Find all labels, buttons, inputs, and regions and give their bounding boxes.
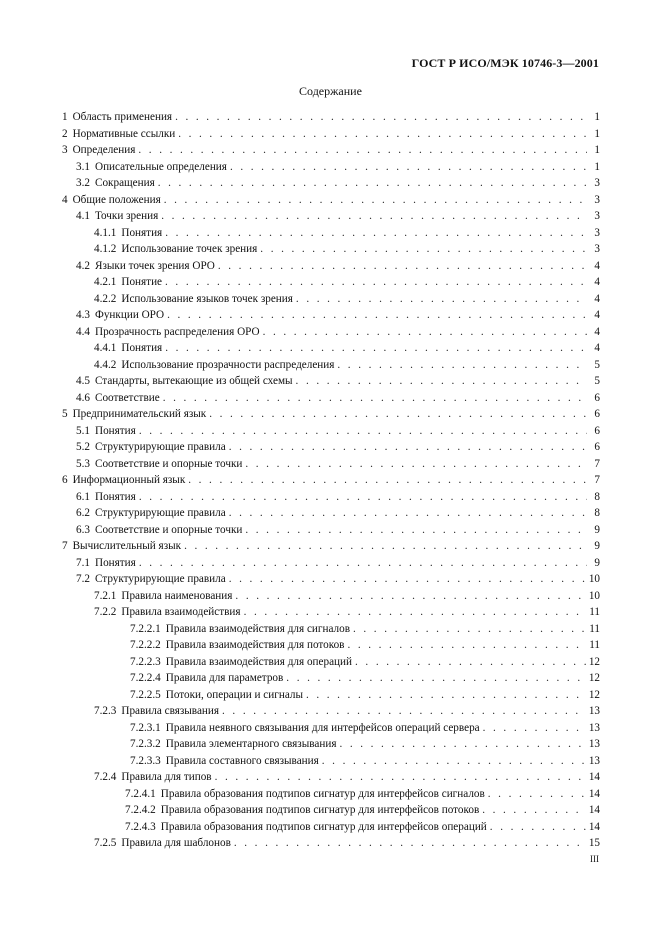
- toc-entry-label: Потоки, операции и сигналы: [165, 688, 303, 701]
- toc-entry-number: 4.1: [76, 210, 90, 222]
- toc-entry-label: Прозрачность распределения ОРО: [94, 325, 260, 338]
- toc-entry[interactable]: [62, 258, 600, 275]
- toc-entry-page: 9: [594, 540, 600, 552]
- toc-leader-dots: [175, 109, 587, 126]
- toc-entry[interactable]: [62, 274, 600, 291]
- toc-entry-page: 12: [588, 672, 600, 684]
- toc-leader-dots: [322, 753, 586, 770]
- toc-entry-number: 7.2.3.1: [130, 721, 161, 734]
- toc-entry-number: 7.2.4.2: [125, 804, 156, 816]
- toc-leader-dots: [490, 819, 586, 836]
- toc-entry-label: Правила взаимодействия для сигналов: [165, 622, 351, 635]
- toc-leader-dots: [245, 456, 587, 473]
- toc-entry-number: 4.1.1: [94, 226, 117, 239]
- toc-entry[interactable]: [62, 208, 600, 225]
- toc-leader-dots: [222, 703, 586, 720]
- toc-entry[interactable]: [62, 109, 600, 126]
- toc-entry-page: 3: [594, 243, 600, 255]
- toc-entry-page: 6: [594, 408, 600, 420]
- toc-entry-number: 6.2: [76, 507, 90, 519]
- toc-entry[interactable]: [62, 819, 600, 836]
- toc-entry-page: 14: [588, 787, 600, 800]
- toc-leader-dots: [347, 637, 586, 654]
- toc-entry-number: 4.5: [76, 375, 90, 387]
- toc-leader-dots: [353, 621, 586, 638]
- toc-entry-page: 1: [594, 160, 600, 173]
- toc-leader-dots: [245, 522, 587, 539]
- toc-leader-dots: [167, 307, 587, 324]
- toc-entry-page: 4: [594, 325, 600, 338]
- toc-leader-dots: [488, 786, 586, 803]
- toc-entry-number: 4.4.1: [94, 342, 117, 354]
- toc-entry-label: Структурирующие правила: [94, 441, 226, 453]
- toc-entry[interactable]: [62, 736, 600, 753]
- toc-entry[interactable]: [62, 687, 600, 704]
- toc-leader-dots: [161, 208, 587, 225]
- toc-leader-dots: [286, 670, 586, 687]
- toc-entry-number: 7.2.2.2: [130, 639, 161, 651]
- toc-leader-dots: [229, 571, 586, 588]
- toc-entry-page: 12: [588, 655, 600, 668]
- toc-entry-number: 5.3: [76, 457, 90, 470]
- toc-entry-number: 4.2: [76, 259, 90, 272]
- toc-entry[interactable]: [62, 588, 600, 605]
- toc-entry-page: 12: [588, 688, 600, 701]
- toc-entry-page: 4: [594, 342, 600, 354]
- toc-entry[interactable]: [62, 604, 600, 621]
- toc-entry[interactable]: [62, 340, 600, 357]
- toc-entry-page: 4: [594, 276, 600, 288]
- toc-entry-page: 10: [588, 589, 600, 602]
- toc-entry-page: 6: [594, 441, 600, 453]
- page-number: III: [590, 854, 599, 864]
- toc-entry-label: Понятие: [121, 276, 163, 288]
- toc-entry-page: 13: [588, 754, 600, 767]
- toc-leader-dots: [230, 159, 587, 176]
- toc-leader-dots: [158, 175, 587, 192]
- toc-entry-label: Понятия: [94, 490, 136, 503]
- toc-entry-number: 7.2.5: [94, 837, 117, 849]
- toc-entry-number: 6.1: [76, 490, 90, 503]
- toc-entry-page: 7: [594, 457, 600, 470]
- toc-entry-label: Правила образования подтипов сигнатур для интерфейсов потоков: [160, 804, 480, 816]
- toc-entry[interactable]: [62, 307, 600, 324]
- toc-entry-number: 4.3: [76, 309, 90, 321]
- toc-leader-dots: [482, 802, 586, 819]
- toc-entry[interactable]: [62, 835, 600, 852]
- toc-entry-page: 9: [594, 556, 600, 569]
- toc-entry-label: Языки точек зрения ОРО: [94, 259, 215, 272]
- toc-entry-label: Понятия: [121, 342, 163, 354]
- toc-entry-page: 7: [594, 474, 600, 486]
- toc-entry-number: 4.2.2: [94, 292, 117, 305]
- toc-leader-dots: [244, 604, 587, 621]
- toc-entry-page: 4: [594, 292, 600, 305]
- toc-entry-page: 13: [588, 738, 600, 750]
- toc-entry[interactable]: [62, 225, 600, 242]
- toc-entry-page: 11: [589, 639, 600, 651]
- toc-entry-number: 4.4.2: [94, 358, 117, 371]
- table-of-contents: [62, 109, 600, 852]
- toc-entry[interactable]: [62, 753, 600, 770]
- toc-entry-number: 7.2: [76, 573, 90, 585]
- toc-leader-dots: [339, 736, 585, 753]
- toc-entry-label: Использование прозрачности распределения: [121, 358, 335, 371]
- toc-entry-label: Понятия: [121, 226, 163, 239]
- toc-entry-number: 4.1.2: [94, 243, 117, 255]
- toc-entry-label: Правила элементарного связывания: [165, 738, 337, 750]
- toc-entry-number: 7.2.2.1: [130, 622, 161, 635]
- toc-entry-page: 8: [594, 507, 600, 519]
- toc-leader-dots: [229, 505, 587, 522]
- toc-entry[interactable]: [62, 241, 600, 258]
- toc-entry-page: 11: [589, 622, 600, 635]
- toc-entry-page: 6: [594, 424, 600, 437]
- toc-entry[interactable]: [62, 786, 600, 803]
- toc-entry-label: Структурирующие правила: [94, 507, 226, 519]
- toc-entry-number: 7.1: [76, 556, 90, 569]
- toc-entry[interactable]: [62, 571, 600, 588]
- toc-entry[interactable]: [62, 406, 600, 423]
- toc-entry-number: 2: [62, 127, 68, 140]
- toc-entry-page: 4: [594, 259, 600, 272]
- toc-entry-page: 13: [588, 705, 600, 717]
- toc-entry[interactable]: [62, 505, 600, 522]
- toc-leader-dots: [139, 423, 587, 440]
- toc-leader-dots: [296, 291, 587, 308]
- toc-leader-dots: [165, 274, 587, 291]
- toc-entry[interactable]: [62, 489, 600, 506]
- toc-entry-number: 7.2.4.1: [125, 787, 156, 800]
- toc-entry-label: Вычислительный язык: [72, 540, 182, 552]
- toc-entry-number: 6: [62, 474, 68, 486]
- toc-entry-number: 5.1: [76, 424, 90, 437]
- toc-entry-number: 3: [62, 144, 68, 156]
- toc-entry-page: 11: [589, 606, 600, 618]
- toc-entry-label: Правила неявного связывания для интерфейсов операций сервера: [165, 721, 480, 734]
- toc-entry[interactable]: [62, 654, 600, 671]
- toc-leader-dots: [234, 835, 586, 852]
- toc-entry-page: 10: [588, 573, 600, 585]
- toc-entry[interactable]: [62, 142, 600, 159]
- toc-entry-label: Структурирующие правила: [94, 573, 226, 585]
- toc-entry[interactable]: [62, 175, 600, 192]
- toc-entry-page: 8: [594, 490, 600, 503]
- toc-entry[interactable]: [62, 126, 600, 143]
- toc-entry-number: 3.1: [76, 160, 90, 173]
- toc-entry[interactable]: [62, 670, 600, 687]
- toc-entry-number: 7.2.2.4: [130, 672, 161, 684]
- toc-entry-label: Общие положения: [72, 193, 161, 206]
- toc-entry-page: 14: [588, 804, 600, 816]
- toc-entry-label: Описательные определения: [94, 160, 227, 173]
- toc-entry-number: 7.2.4: [94, 771, 117, 783]
- toc-entry-label: Соответствие и опорные точки: [94, 523, 243, 536]
- toc-leader-dots: [138, 142, 587, 159]
- toc-entry-page: 3: [594, 193, 600, 206]
- toc-entry-label: Правила составного связывания: [165, 754, 319, 767]
- toc-entry[interactable]: [62, 522, 600, 539]
- toc-entry-number: 1: [62, 111, 68, 123]
- toc-leader-dots: [163, 390, 587, 407]
- toc-entry[interactable]: [62, 192, 600, 209]
- toc-entry-label: Правила для типов: [121, 771, 212, 783]
- toc-leader-dots: [483, 720, 586, 737]
- toc-leader-dots: [164, 192, 587, 209]
- toc-title: Содержание: [299, 84, 362, 98]
- toc-entry-label: Область применения: [72, 111, 173, 123]
- toc-entry-number: 7.2.2.3: [130, 655, 161, 668]
- toc-entry[interactable]: [62, 769, 600, 786]
- toc-leader-dots: [209, 406, 587, 423]
- toc-entry[interactable]: [62, 423, 600, 440]
- toc-entry-label: Использование точек зрения: [121, 243, 258, 255]
- toc-entry-page: 9: [594, 523, 600, 536]
- toc-entry-number: 4.2.1: [94, 276, 117, 288]
- toc-entry[interactable]: [62, 373, 600, 390]
- toc-entry-number: 5: [62, 408, 68, 420]
- toc-leader-dots: [260, 241, 587, 258]
- toc-entry[interactable]: [62, 439, 600, 456]
- toc-entry-number: 7: [62, 540, 68, 552]
- toc-entry-label: Правила образования подтипов сигнатур для интерфейсов сигналов: [160, 787, 485, 800]
- toc-entry[interactable]: [62, 802, 600, 819]
- toc-entry-page: 13: [588, 721, 600, 734]
- toc-entry-label: Точки зрения: [94, 210, 159, 222]
- toc-leader-dots: [139, 555, 587, 572]
- toc-leader-dots: [229, 439, 587, 456]
- toc-entry[interactable]: [62, 555, 600, 572]
- toc-entry-page: 1: [594, 127, 600, 140]
- toc-entry-label: Правила для шаблонов: [121, 837, 231, 849]
- toc-entry[interactable]: [62, 621, 600, 638]
- toc-entry-number: 7.2.4.3: [125, 820, 156, 833]
- toc-entry-number: 7.2.1: [94, 589, 117, 602]
- toc-entry-number: 7.2.3.2: [130, 738, 161, 750]
- toc-leader-dots: [184, 538, 587, 555]
- toc-entry-label: Сокращения: [94, 177, 155, 189]
- toc-entry-label: Правила для параметров: [165, 672, 284, 684]
- toc-entry-label: Соответствие: [94, 391, 160, 404]
- toc-entry-label: Использование языков точек зрения: [121, 292, 293, 305]
- toc-entry-page: 15: [588, 837, 600, 849]
- toc-entry-label: Понятия: [94, 556, 136, 569]
- toc-entry-page: 4: [594, 309, 600, 321]
- toc-leader-dots: [355, 654, 586, 671]
- toc-entry-label: Нормативные ссылки: [72, 127, 176, 140]
- toc-entry-number: 4.4: [76, 325, 90, 338]
- toc-leader-dots: [218, 258, 587, 275]
- toc-leader-dots: [306, 687, 586, 704]
- toc-entry-label: Правила взаимодействия для потоков: [165, 639, 345, 651]
- toc-entry-page: 3: [594, 226, 600, 239]
- toc-entry-label: Правила наименования: [121, 589, 233, 602]
- toc-entry[interactable]: [62, 720, 600, 737]
- toc-entry-page: 5: [594, 358, 600, 371]
- toc-entry-page: 1: [594, 144, 600, 156]
- toc-entry[interactable]: [62, 472, 600, 489]
- toc-entry-page: 14: [588, 820, 600, 833]
- toc-leader-dots: [235, 588, 585, 605]
- toc-entry[interactable]: [62, 456, 600, 473]
- toc-entry-number: 7.2.3: [94, 705, 117, 717]
- toc-entry[interactable]: [62, 390, 600, 407]
- toc-entry-number: 6.3: [76, 523, 90, 536]
- toc-entry-page: 6: [594, 391, 600, 404]
- toc-entry-label: Правила взаимодействия для операций: [165, 655, 353, 668]
- toc-leader-dots: [165, 225, 587, 242]
- toc-entry-label: Функции ОРО: [94, 309, 165, 321]
- toc-entry[interactable]: [62, 291, 600, 308]
- toc-entry-label: Информационный язык: [72, 474, 186, 486]
- toc-entry-label: Правила связывания: [121, 705, 220, 717]
- toc-leader-dots: [296, 373, 587, 390]
- toc-entry-page: 3: [594, 210, 600, 222]
- toc-entry-number: 4: [62, 193, 68, 206]
- toc-entry[interactable]: [62, 357, 600, 374]
- toc-entry[interactable]: [62, 538, 600, 555]
- toc-leader-dots: [263, 324, 587, 341]
- toc-leader-dots: [337, 357, 587, 374]
- toc-entry[interactable]: [62, 637, 600, 654]
- toc-leader-dots: [188, 472, 587, 489]
- toc-entry-number: 7.2.2.5: [130, 688, 161, 701]
- toc-entry-number: 5.2: [76, 441, 90, 453]
- toc-entry-label: Понятия: [94, 424, 136, 437]
- toc-entry-page: 14: [588, 771, 600, 783]
- toc-entry-label: Стандарты, вытекающие из общей схемы: [94, 375, 293, 387]
- document-header: ГОСТ Р ИСО/МЭК 10746-3—2001: [411, 56, 599, 70]
- toc-leader-dots: [139, 489, 587, 506]
- toc-entry-label: Определения: [72, 144, 136, 156]
- toc-entry-label: Соответствие и опорные точки: [94, 457, 243, 470]
- toc-entry-label: Предпринимательский язык: [72, 408, 207, 420]
- toc-entry-page: 1: [594, 111, 600, 123]
- toc-entry[interactable]: [62, 159, 600, 176]
- toc-entry-page: 5: [594, 375, 600, 387]
- toc-entry-label: Правила взаимодействия: [121, 606, 241, 618]
- toc-entry[interactable]: [62, 703, 600, 720]
- toc-entry-label: Правила образования подтипов сигнатур для интерфейсов операций: [160, 820, 487, 833]
- toc-entry-page: 3: [594, 177, 600, 189]
- toc-entry-number: 7.2.3.3: [130, 754, 161, 767]
- toc-entry-number: 7.2.2: [94, 606, 117, 618]
- toc-entry[interactable]: [62, 324, 600, 341]
- toc-entry-number: 3.2: [76, 177, 90, 189]
- toc-entry-number: 4.6: [76, 391, 90, 404]
- toc-leader-dots: [215, 769, 586, 786]
- toc-leader-dots: [178, 126, 587, 143]
- toc-leader-dots: [165, 340, 587, 357]
